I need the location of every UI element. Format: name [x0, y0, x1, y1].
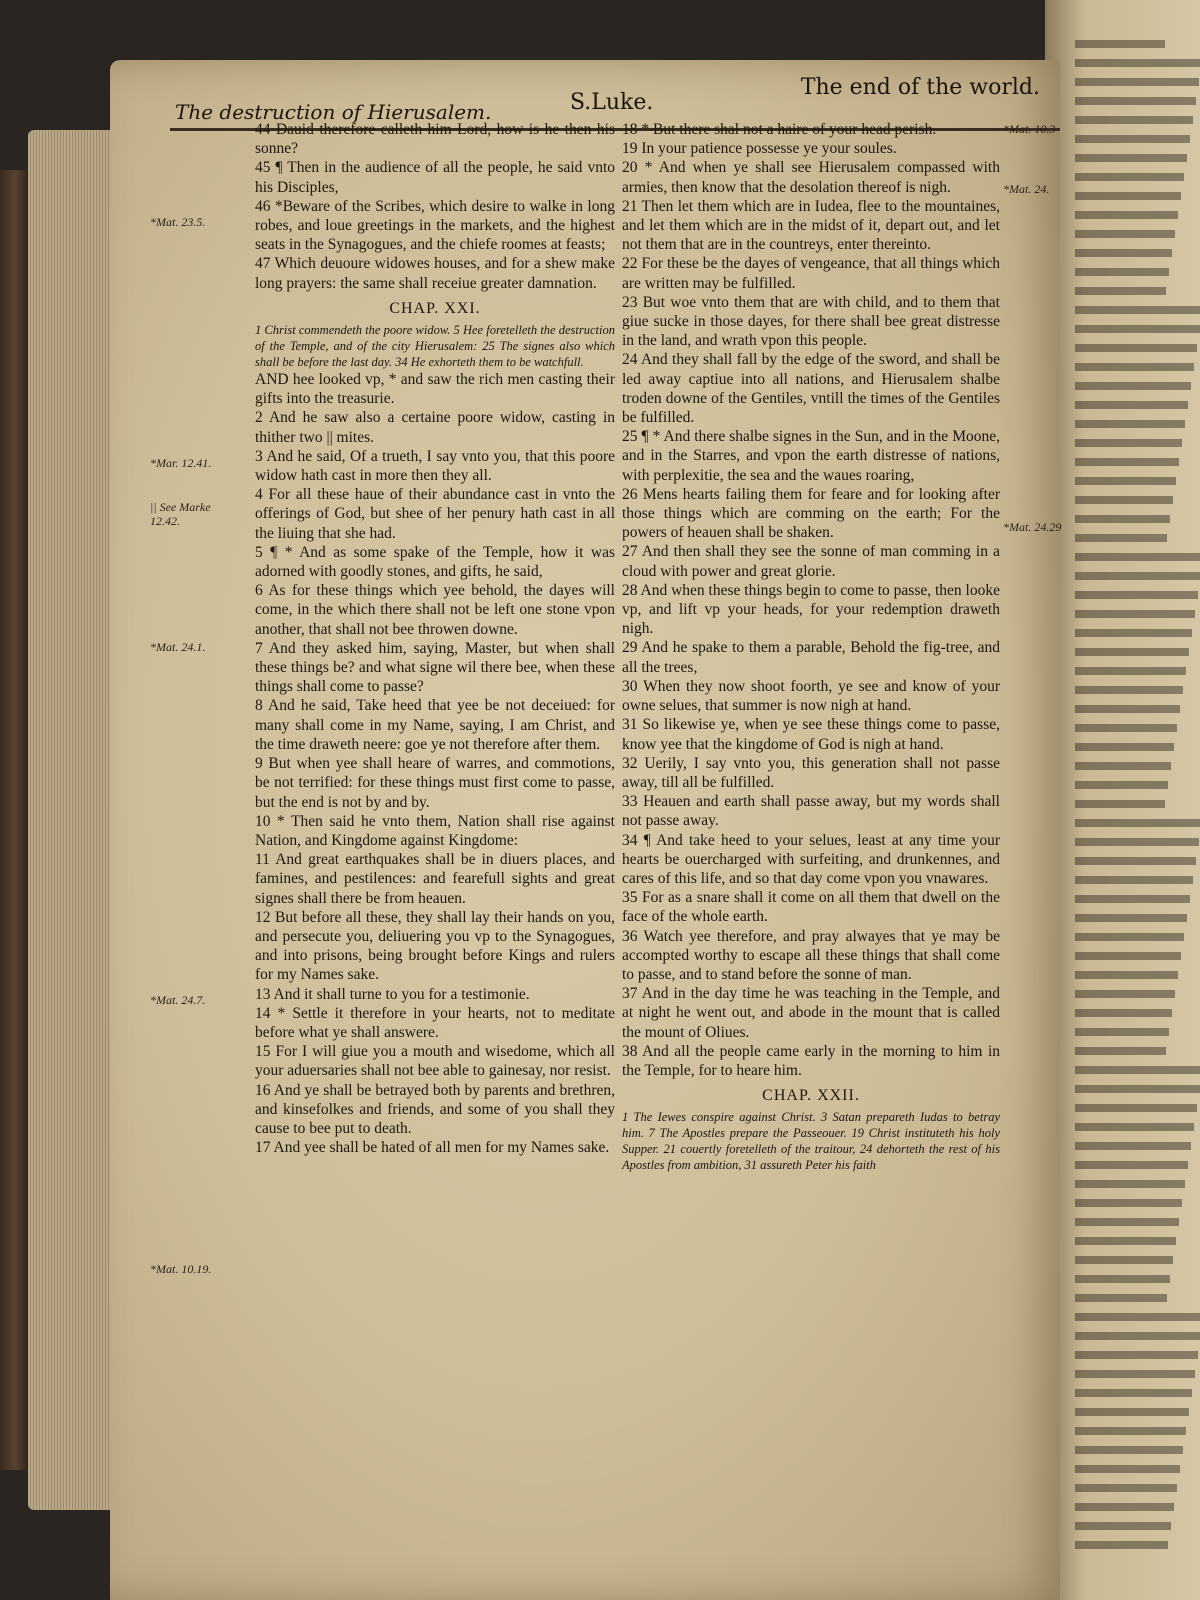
verse: 10 * Then said he vnto them, Nation shall rise against Nation, and Kingdome against Kingdome:: [255, 812, 615, 849]
margin-note: *Mat. 10.3: [1003, 122, 1056, 136]
facing-text-line: [1075, 1142, 1191, 1150]
facing-text-line: [1075, 1427, 1186, 1435]
verse: 3 And he said, Of a trueth, I say vnto you, that this poore widow hath cast in more then they all.: [255, 447, 615, 485]
verse: 35 For as a snare shall it come on all them that dwell on the face of the whole earth.: [622, 889, 1000, 926]
facing-text-line: [1075, 97, 1196, 105]
verse: 14 * Settle it therefore in your hearts, not to meditate before what ye shall answere.: [255, 1004, 615, 1041]
verse: 28 And when these things begin to come to passe, then looke vp, and lift vp your heads, for your redemption draweth nigh.: [622, 581, 1000, 638]
verse: 16 And ye shall be betrayed both by parents and brethren, and kinsefolkes and friends, and some of you shall they cause to bee put to death.: [255, 1081, 615, 1137]
facing-text-line: [1075, 876, 1193, 884]
facing-text-line: [1075, 135, 1190, 143]
facing-text-line: [1075, 173, 1184, 181]
facing-text-line: [1075, 610, 1195, 618]
facing-text-line: [1075, 705, 1180, 713]
verse: 22 For these be the dayes of vengeance, that all things which are written may be fulfilled.: [622, 255, 1000, 292]
facing-text-line: [1075, 363, 1194, 371]
facing-text-line: [1075, 325, 1200, 333]
facing-text-line: [1075, 1275, 1170, 1283]
facing-text-line: [1075, 1332, 1200, 1340]
facing-text-line: [1075, 686, 1183, 694]
verse: 44 Dauid therefore calleth him Lord, how is he then his sonne?: [255, 121, 615, 158]
facing-text-line: [1075, 1237, 1176, 1245]
verse: 6 As for these things which yee behold, the dayes will come, in the which there shall not be left one stone vpon another, that shall not bee throwen downe.: [255, 582, 615, 638]
facing-text-line: [1075, 1066, 1200, 1074]
facing-text-line: [1075, 743, 1174, 751]
facing-text-line: [1075, 515, 1170, 523]
facing-text-line: [1075, 1370, 1195, 1378]
chapter-heading: CHAP. XXI.: [389, 299, 481, 317]
facing-text-line: [1075, 667, 1186, 675]
facing-text-line: [1075, 838, 1199, 846]
verse: 9 But when yee shall heare of warres, and commotions, be not terrified: for these things must first come to passe, but the end is not by and by.: [255, 755, 615, 811]
facing-text-line: [1075, 192, 1181, 200]
facing-text-line: [1075, 762, 1171, 770]
facing-text-line: [1075, 1446, 1183, 1454]
facing-text-line: [1075, 78, 1199, 86]
verse: 23 But woe vnto them that are with child, and to them that giue sucke in those dayes, for there shall bee great distresse in the land, and wrath vpon this people.: [622, 293, 1000, 350]
chapter-heading: CHAP. XXII.: [762, 1087, 860, 1105]
facing-text-line: [1075, 1028, 1169, 1036]
facing-page: [1045, 0, 1200, 1600]
facing-text-line: [1075, 857, 1196, 865]
margin-note: *Mat. 24.: [1003, 182, 1050, 196]
verse: 37 And in the day time he was teaching in the Temple, and at night he went out, and abode in the mount that is called the mount of Oliues.: [622, 985, 1000, 1041]
verse: 36 Watch yee therefore, and pray alwayes that ye may be accompted worthy to escape all these things that shall come to passe, and to stand before the sonne of man.: [622, 927, 1000, 983]
running-title-right: The end of the world.: [800, 75, 1040, 100]
verse: 26 Mens hearts failing them for feare and for looking after those things which are comming on the earth; For the powers of heauen shall be shaken.: [622, 485, 1000, 542]
facing-text-line: [1075, 116, 1193, 124]
verse: 4 For all these haue of their abundance cast in vnto the offerings of God, but shee of her penury hath cast in all the liuing that she had.: [255, 486, 615, 542]
margin-note: *Mat. 24.1.: [150, 640, 206, 654]
facing-text-line: [1075, 211, 1178, 219]
facing-text-line: [1075, 230, 1175, 238]
verse: 20 * And when ye shall see Hierusalem compassed with armies, then know that the desolation thereof is nigh.: [622, 159, 1000, 196]
facing-text-line: [1075, 971, 1178, 979]
verse: 5 ¶ * And as some spake of the Temple, how it was adorned with goodly stones, and gifts, he said,: [255, 543, 615, 581]
facing-text-line: [1075, 1180, 1185, 1188]
verse: 12 But before all these, they shall lay their hands on you, and persecute you, deliuering you vp to the Synagogues, and into prisons, being brought before Kings and rulers for my Names sake.: [255, 908, 615, 984]
chapter-summary: 1 The Iewes conspire against Christ. 3 Satan prepareth Iudas to betray him. 7 The Apostles prepare the Passeouer. 19 Christ instituteth his holy Supper. 21 couertly foretelleth of the traitour, 24 dehorteth the rest of his Apostles from ambition, 31 assureth Peter his faith: [622, 1110, 1000, 1173]
facing-text-line: [1075, 154, 1187, 162]
facing-text-line: [1075, 306, 1200, 314]
facing-text-line: [1075, 724, 1177, 732]
facing-text-line: [1075, 401, 1188, 409]
facing-text-line: [1075, 382, 1191, 390]
facing-text-line: [1075, 914, 1187, 922]
verse: 11 And great earthquakes shall be in diuers places, and famines, and pestilences: and fearefull sights and great signes shall there be from heauen.: [255, 851, 615, 907]
facing-text-line: [1075, 249, 1172, 257]
facing-text-line: [1075, 553, 1200, 561]
verse: 21 Then let them which are in Iudea, flee to the mountaines, and let them which are in the midst of it, depart out, and let not them that are in the countreys, enter thereinto.: [622, 197, 1000, 254]
facing-text-line: [1075, 1047, 1166, 1055]
facing-text-line: [1075, 1389, 1192, 1397]
facing-text-line: [1075, 439, 1182, 447]
facing-text-line: [1075, 990, 1175, 998]
facing-text-line: [1075, 781, 1168, 789]
verse: 33 Heauen and earth shall passe away, but my words shall not passe away.: [622, 793, 1000, 830]
facing-text-line: [1075, 477, 1176, 485]
running-title-center: S.Luke.: [570, 90, 654, 115]
facing-text-line: [1075, 420, 1185, 428]
facing-text-line: [1075, 287, 1166, 295]
facing-text-line: [1075, 534, 1167, 542]
verse: 30 When they now shoot foorth, ye see and know of your owne selues, that summer is now nigh at hand.: [622, 677, 1000, 715]
facing-text-line: [1075, 1009, 1172, 1017]
facing-text-line: [1075, 800, 1165, 808]
facing-text-line: [1075, 1294, 1167, 1302]
verse: 17 And yee shall be hated of all men for my Names sake.: [255, 1139, 610, 1157]
verse: 34 ¶ And take heed to your selues, least at any time your hearts be ouercharged with surfeiting, and drunkennes, and cares of this life, and so that day come vpon you vnawares.: [622, 831, 1000, 887]
verse: 46 *Beware of the Scribes, which desire to walke in long robes, and loue greetings in the markets, and the highest seats in the Synagogues, and the chiefe roomes at feasts;: [255, 197, 615, 254]
facing-text-line: [1075, 1085, 1200, 1093]
margin-note: *Mat. 23.5.: [150, 215, 206, 229]
facing-text-line: [1075, 1351, 1198, 1359]
facing-text-line: [1075, 40, 1165, 48]
facing-text-line: [1075, 629, 1192, 637]
verse: AND hee looked vp, * and saw the rich men casting their gifts into the treasurie.: [255, 371, 615, 408]
facing-text-line: [1075, 1123, 1194, 1131]
facing-text-line: [1075, 496, 1173, 504]
facing-text-line: [1075, 952, 1181, 960]
verse: 27 And then shall they see the sonne of man comming in a cloud with power and great glorie.: [622, 543, 1000, 580]
verse: 19 In your patience possesse ye your soules.: [622, 140, 897, 158]
verse: 2 And he saw also a certaine poore widow, casting in thither two || mites.: [255, 409, 615, 446]
facing-text-line: [1075, 1541, 1168, 1549]
facing-text-line: [1075, 1199, 1182, 1207]
facing-text-line: [1075, 1104, 1197, 1112]
facing-text-line: [1075, 819, 1200, 827]
left-column: [255, 120, 615, 1157]
verse: 38 And all the people came early in the morning to him in the Temple, for to heare him.: [622, 1042, 1000, 1079]
facing-text-line: [1075, 591, 1198, 599]
verse: 45 ¶ Then in the audience of all the people, he said vnto his Disciples,: [255, 159, 615, 196]
verse: 13 And it shall turne to you for a testimonie.: [255, 985, 530, 1003]
facing-text-line: [1075, 1218, 1179, 1226]
facing-text-line: [1075, 1465, 1180, 1473]
margin-note: *Mat. 10.19.: [150, 1262, 212, 1276]
margin-note: *Mat. 24.29: [1003, 520, 1062, 534]
right-column: [622, 120, 1000, 1173]
facing-text-line: [1075, 1408, 1189, 1416]
facing-text-line: [1075, 572, 1200, 580]
verse: 18 * But there shal not a haire of your head perish.: [622, 121, 937, 138]
book-spine: [0, 170, 30, 1470]
facing-text-line: [1075, 895, 1190, 903]
verse: 47 Which deuoure widowes houses, and for a shew make long prayers: the same shall receiue greater damnation.: [255, 255, 615, 292]
facing-text-line: [1075, 1522, 1171, 1530]
margin-note: || See Marke 12.42.: [150, 500, 211, 528]
verse: 32 Uerily, I say vnto you, this generation shall not passe away, till all be fulfilled.: [622, 754, 1000, 791]
facing-text-line: [1075, 268, 1169, 276]
margin-note: *Mar. 12.41.: [150, 456, 212, 470]
running-title-left: The destruction of Hierusalem.: [175, 100, 492, 124]
verse: 29 And he spake to them a parable, Behold the fig-tree, and all the trees,: [622, 639, 1000, 676]
verse: 7 And they asked him, saying, Master, but when shall these things be? and what signe wil there bee, when these things shall come to passe?: [255, 639, 615, 696]
verse: 24 And they shall fall by the edge of the sword, and shall be led away captiue into all nations, and Hierusalem shalbe troden downe of the Gentiles, vntill the times of the Gentiles be fulfilled.: [622, 351, 1000, 427]
facing-text-line: [1075, 344, 1197, 352]
facing-text-line: [1075, 648, 1189, 656]
verse: 15 For I will giue you a mouth and wisedome, which all your aduersaries shall not bee able to gainesay, nor resist.: [255, 1043, 615, 1080]
verse: 8 And he said, Take heed that yee be not deceiued: for many shall come in my Name, saying, I am Christ, and the time draweth neere: goe ye not therefore after them.: [255, 697, 615, 753]
facing-text-line: [1075, 1484, 1177, 1492]
facing-text-line: [1075, 59, 1200, 67]
facing-text-line: [1075, 933, 1184, 941]
facing-text-line: [1075, 458, 1179, 466]
verse: 31 So likewise ye, when ye see these things come to passe, know yee that the kingdome of God is nigh at hand.: [622, 716, 1000, 753]
chapter-summary: 1 Christ commendeth the poore widow. 5 Hee foretelleth the destruction of the Temple, and of the city Hierusalem: 25 The signes also which shall be before the last day. 34 He exhorteth them to be watchfull.: [255, 323, 615, 370]
facing-text-line: [1075, 1256, 1173, 1264]
facing-text-line: [1075, 1161, 1188, 1169]
facing-text-line: [1075, 1503, 1174, 1511]
facing-text-line: [1075, 1313, 1200, 1321]
verse: 25 ¶ * And there shalbe signes in the Sun, and in the Moone, and in the Starres, and vpon the earth distresse of nations, with perplexitie, the sea and the waues roaring,: [622, 428, 1000, 484]
margin-note: *Mat. 24.7.: [150, 993, 206, 1007]
